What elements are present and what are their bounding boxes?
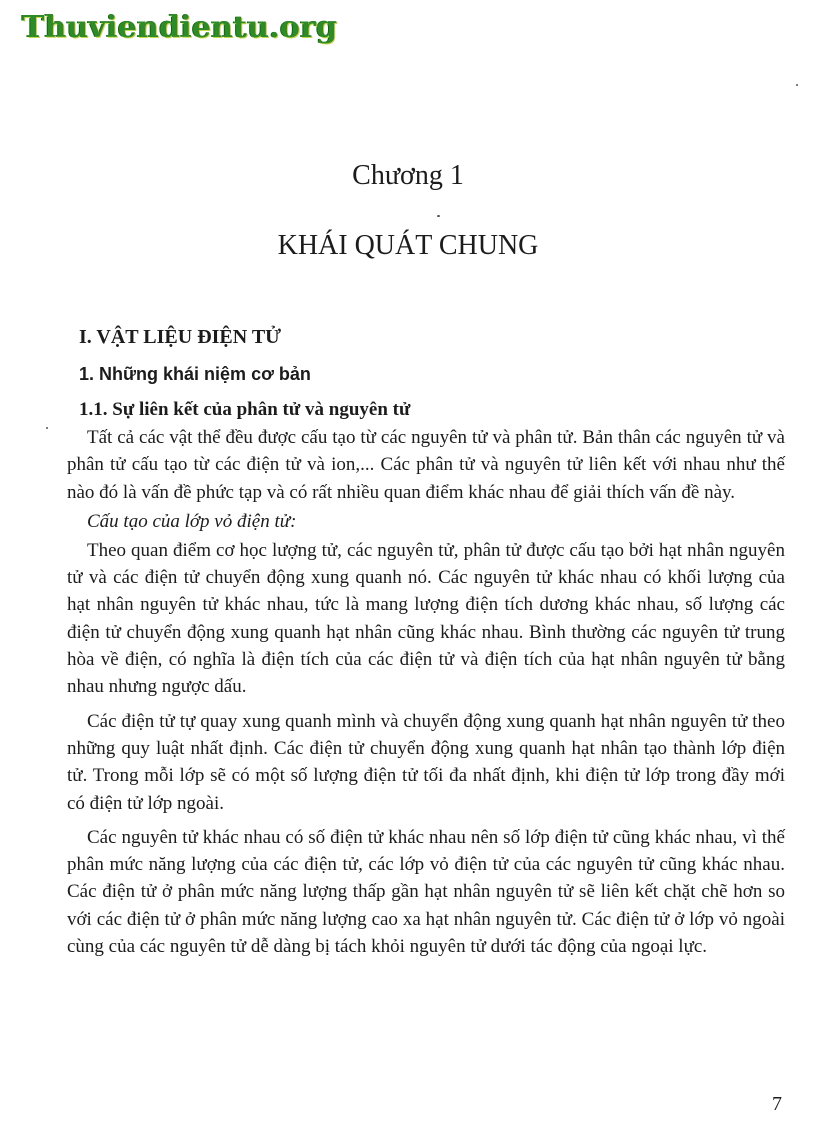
scan-speck [796,84,798,86]
scan-speck [46,427,48,429]
italic-subheading: Cấu tạo của lớp vỏ điện tử: [87,510,297,532]
paragraph-3: Các điện tử tự quay xung quanh mình và chuyển động xung quanh hạt nhân nguyên tử theo những quy luật nhất định. Các điện tử chuyển động xung quanh hạt nhân tạo thành lớp điện tử. Trong mỗi lớp sẽ có một số lượng điện tử tối đa nhất định, khi điện tử lớp trong đầy mới có điện tử lớp ngoài. [67,710,785,814]
chapter-number: Chương 1 [352,160,464,191]
section-heading: I. VẬT LIỆU ĐIỆN TỬ [79,326,282,348]
subsubsection-heading: 1.1. Sự liên kết của phân tử và nguyên tử [79,399,411,420]
chapter-title: KHÁI QUÁT CHUNG [277,230,539,261]
paragraph-4: Các nguyên tử khác nhau có số điện tử khác nhau nên số lớp điện tử cũng khác nhau, vì thế phân mức năng lượng của các điện tử, các lớp vỏ điện tử của các nguyên tử cũng khác nhau. Các điện tử ở phân mức năng lượng thấp gần hạt nhân nguyên tử sẽ liên kết chặt chẽ hơn so với các điện tử ở phân mức năng lượng cao xa hạt nhân nguyên tử. Các điện tử ở lớp vỏ ngoài cùng của các nguyên tử dễ dàng bị tách khỏi nguyên tử dưới tác động của ngoại lực. [67,826,785,958]
page-number: 7 [772,1093,782,1115]
watermark-logo: Thuviendientu.org [22,10,338,45]
paragraph-2: Theo quan điểm cơ học lượng tử, các nguyên tử, phân tử được cấu tạo bởi hạt nhân nguyên tử và các điện tử chuyển động xung quanh nó. Các nguyên tử khác nhau có khối lượng của hạt nhân nguyên tử khác nhau, tức là mang lượng điện tích dương khác nhau, số lượng các điện tử chuyển động xung quanh hạt nhân cũng khác nhau. Bình thường các nguyên tử trung hòa về điện, có nghĩa là điện tích của các điện tử và điện tích của hạt nhân nguyên tử bằng nhau nhưng ngược dấu. [67,539,785,698]
page-body [67,322,785,960]
scan-speck [437,215,440,217]
subsection-heading: 1. Những khái niệm cơ bản [79,364,311,384]
paragraph-1: Tất cả các vật thể đều được cấu tạo từ các nguyên tử và phân tử. Bản thân các nguyên tử và phân tử cấu tạo từ các điện tử và ion,... Các phân tử và nguyên tử liên kết với nhau như thế nào đó là vấn đề phức tạp và có rất nhiều quan điểm khác nhau để giải thích vấn đề này. [67,427,785,503]
